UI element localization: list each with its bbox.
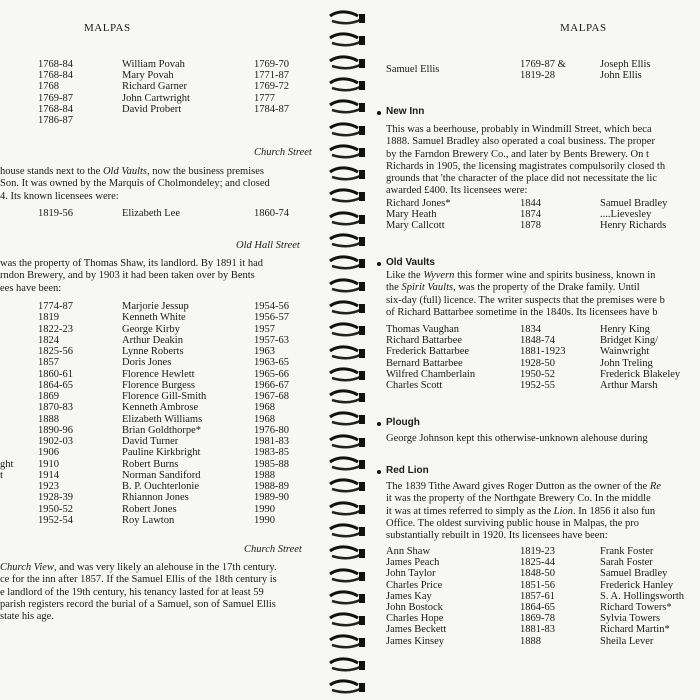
licensee-name: John Bostock [386,602,443,613]
licensee-name: Marjorie Jessup [122,301,189,312]
binding-coil-icon [328,454,370,476]
date-cell: 1968 [254,402,275,414]
date-cell: 1769-72 [254,81,289,93]
date-cell: 1874 [520,209,541,221]
licensee-name: Robert Burns [122,458,179,470]
licensee-name: Robert Jones [122,503,177,515]
licensee-name: Doris Jones [122,357,172,369]
licensee-name: John Cartwright [122,92,190,104]
date-cell: 1851-56 [520,579,555,591]
paragraph: Like the Wyvern this former wine and spirits business, known in the Spirit Vaults, was the property of the Drake family. Until six-day (full) licence. The writer suspects that the premises were b of Richard Battarbee sometime in the 1840s. Its licensees have b [386,270,665,318]
licensee-name: Florence Gill-Smith [122,391,207,402]
licensee-name: Charles Scott [386,380,443,391]
date-cell: 1848-50 [520,568,555,580]
date-cell: 1771-87 [254,70,289,82]
licensee-name: Frederick Battarbee [386,346,470,358]
binding-coil-icon [328,97,370,119]
date-cell: 1774-87 [38,301,73,312]
bullet-icon [377,111,381,115]
date-cell: 1957-63 [254,334,289,346]
date-cell: 1769-70 [254,59,289,70]
binding-coil-icon [328,142,370,164]
right-page [370,0,700,700]
licensee-name: Arthur Marsh [600,380,658,391]
licensee-name: Frederick Hanley [600,579,674,591]
date-cell: 1990 [254,503,275,515]
date-cell: 1928-50 [520,357,555,369]
date-cell: 1963 [254,346,275,357]
binding-coil-icon [328,186,370,208]
date-cell: 1819-28 [520,70,555,81]
date-cell: 1957 [254,323,275,335]
section-title-new-inn: New Inn [386,106,425,117]
licensee-name: Florence Hewlett [122,368,195,380]
row-prefix: t [0,469,3,481]
date-cell: 1914 [38,469,59,481]
licensee-name: Wilfred Chamberlain [386,368,476,380]
paragraph: George Johnson kept this otherwise-unknown alehouse during [386,433,648,444]
licensee-name: James Peach [386,557,440,569]
binding-coil-icon [328,432,370,454]
binding-coil-icon [328,298,370,320]
binding-coil-icon [328,499,370,521]
left-page [0,0,325,700]
date-cell: 1822-23 [38,323,73,335]
binding-coil-icon [328,343,370,365]
paragraph: This was a beerhouse, probably in Windmill Street, which beca 1888. Samuel Bradley also operated a coal business. The proper by the Farndon Brewery Co., and later by Bents Brewery. On t Richards in 1905, the licensing magistrates compulsorily closed th grounds that 'the character of the place did not necessitate the lic awarded £400. Its licensees were: [386,124,666,197]
binding-coil-icon [328,632,370,654]
binding-coil-icon [328,409,370,431]
date-cell: 1869 [38,391,59,402]
licensee-name: George Kirby [122,323,180,335]
licensee-name: Mary Povah [122,70,174,82]
licensee-name: Richard Jones* [386,198,451,209]
date-cell: 1825-56 [38,346,73,357]
licensee-name: Elizabeth Lee [122,208,181,219]
date-cell: 1784-87 [254,103,289,115]
licensee-name: Kenneth White [122,312,186,324]
binding-coil-icon [328,655,370,677]
date-cell: 1910 [38,458,59,470]
binding-coil-icon [328,8,370,30]
licensee-name: Rhiannon Jones [122,492,189,504]
date-cell: 1950-52 [38,503,73,515]
date-cell: 1848-74 [520,335,555,347]
binding-coil-icon [328,231,370,253]
licensee-name: Richard Battarbee [386,335,463,347]
bullet-icon [377,262,381,266]
binding-coil-icon [328,320,370,342]
binding-coil-icon [328,588,370,610]
date-cell: 1890-96 [38,424,73,436]
binding-coil-icon [328,276,370,298]
date-cell: 1860-61 [38,368,73,380]
date-cell: 1923 [38,481,59,492]
licensee-name: William Povah [122,59,185,70]
licensee-name: Kenneth Ambrose [122,402,199,414]
licensee-name: Florence Burgess [122,379,196,391]
licensee-name: James Kay [386,590,432,602]
date-cell: 1786-87 [38,115,73,126]
binding-coil-icon [328,387,370,409]
licensee-name: Sarah Foster [600,557,653,569]
licensee-name: Joseph Ellis [600,59,651,70]
licensee-name: Lynne Roberts [122,346,184,357]
date-cell: 1777 [254,92,275,104]
date-cell: 1819-23 [520,546,555,557]
date-cell: 1819 [38,312,59,324]
date-cell: 1870-83 [38,402,73,414]
street-label: Old Hall Street [236,240,300,251]
date-cell: 1888 [520,635,541,647]
date-cell: 1902-03 [38,436,73,447]
date-cell: 1928-39 [38,492,73,504]
licensee-name: Samuel Bradley [600,568,668,580]
date-cell: 1819-56 [38,208,73,219]
licensee-name: Elizabeth Williams [122,413,203,425]
licensee-name: John Taylor [386,568,436,580]
date-cell: 1825-44 [520,557,555,569]
licensee-name: Pauline Kirkbright [122,447,201,459]
licensee-name: Thomas Vaughan [386,324,460,335]
licensee-name: Charles Hope [386,613,444,625]
date-cell: 1988-89 [254,481,289,492]
date-cell: 1768-84 [38,59,73,70]
licensee-name: ....Lievesley [600,209,652,221]
licensee-name: Richard Towers* [600,602,672,613]
date-cell: 1956-57 [254,312,289,324]
date-cell: 1966-67 [254,379,289,391]
date-cell: 1834 [520,324,541,335]
binding-coil-icon [328,677,370,699]
licensee-name: Frederick Blakeley [600,368,681,380]
paragraph: The 1839 Tithe Award gives Roger Dutton as the owner of the Re it was the property of the Northgate Brewery Co. In the middle it was at times referred to simply as the Lion. In 1856 it also fun Office. The oldest surviving public house in Malpas, the pro substantially rebuilt in 1920. Its licensees have been: [386,481,661,542]
licensee-name: Roy Lawton [122,514,175,526]
page-header: MALPAS [560,22,607,34]
date-cell: 1768-84 [38,70,73,82]
licensee-name: B. P. Ouchterlonie [122,481,199,492]
bullet-icon [377,470,381,474]
licensee-name: Henry Richards [600,220,667,232]
licensee-name: Samuel Bradley [600,198,668,209]
paragraph: house stands next to the Old Vaults, now the business premises Son. It was owned by the Marquis of Cholmondeley; and closed 4. Its known licensees were: [0,166,270,202]
spiral-binding [328,0,370,700]
binding-coil-icon [328,209,370,231]
date-cell: 1976-80 [254,424,289,436]
licensee-name: James Beckett [386,624,447,636]
licensee-name: Henry King [600,324,650,335]
licensee-name: Bernard Battarbee [386,357,463,369]
date-cell: 1769-87 & [520,59,566,70]
licensee-name: Sylvia Towers [600,613,661,625]
date-cell: 1844 [520,198,541,209]
licensee-name: Samuel Ellis [386,64,440,75]
binding-coil-icon [328,164,370,186]
date-cell: 1906 [38,447,59,459]
date-cell: 1981-83 [254,436,289,447]
binding-coil-icon [328,365,370,387]
date-cell: 1968 [254,413,275,425]
licensee-name: Frank Foster [600,546,654,557]
licensee-name: John Treling [600,357,653,369]
street-label: Church Street [254,147,312,158]
binding-coil-icon [328,120,370,142]
paragraph: Church View, and was very likely an alehouse in the 17th century. ce for the inn after 1857. If the Samuel Ellis of the 18th century is e landlord of the 19th century, his tenancy lasted for at least 59 parish registers record the burial of a Samuel, son of Samuel Ellis state his age. [0,562,277,623]
licensee-name: Ann Shaw [386,546,431,557]
date-cell: 1983-85 [254,447,289,459]
binding-coil-icon [328,521,370,543]
licensee-name: Sheila Lever [600,635,654,647]
licensee-name: James Kinsey [386,635,445,647]
licensee-name: Brian Goldthorpe* [122,424,202,436]
licensee-name: Wainwright [600,346,650,358]
binding-coil-icon [328,75,370,97]
date-cell: 1952-55 [520,380,555,391]
licensee-name: John Ellis [600,70,642,81]
date-cell: 1989-90 [254,492,289,504]
binding-coil-icon [328,53,370,75]
licensee-name: Richard Martin* [600,624,670,636]
section-title-old-vaults: Old Vaults [386,257,435,268]
section-title-red-lion: Red Lion [386,465,429,476]
date-cell: 1857-61 [520,590,555,602]
licensee-name: S. A. Hollingsworth [600,590,685,602]
date-cell: 1954-56 [254,301,289,312]
date-cell: 1869-78 [520,613,555,625]
date-cell: 1768 [38,81,59,93]
binding-coil-icon [328,30,370,52]
bullet-icon [377,422,381,426]
date-cell: 1967-68 [254,391,289,402]
date-cell: 1952-54 [38,514,73,526]
binding-coil-icon [328,253,370,275]
date-cell: 1990 [254,514,275,526]
licensee-name: Mary Heath [386,209,437,221]
licensee-name: Richard Garner [122,81,188,93]
date-cell: 1888 [38,413,59,425]
paragraph: was the property of Thomas Shaw, its landlord. By 1891 it had rndon Brewery, and by 1903 it had been taken over by Bents ees have been: [0,258,264,294]
date-cell: 1824 [38,334,59,346]
date-cell: 1864-65 [38,379,73,391]
section-title-plough: Plough [386,417,420,428]
date-cell: 1963-65 [254,357,289,369]
date-cell: 1864-65 [520,602,555,613]
date-cell: 1988 [254,469,275,481]
licensee-name: David Probert [122,103,182,115]
date-cell: 1860-74 [254,208,289,219]
date-cell: 1950-52 [520,368,555,380]
date-cell: 1878 [520,220,541,232]
binding-coil-icon [328,566,370,588]
binding-coil-icon [328,543,370,565]
row-prefix: ght [0,458,14,470]
date-cell: 1881-83 [520,624,555,636]
date-cell: 1965-66 [254,368,289,380]
licensee-name: Arthur Deakin [122,334,183,346]
page-header: MALPAS [84,22,131,34]
licensee-name: David Turner [122,436,179,447]
licensee-name: Charles Price [386,579,443,591]
binding-coil-icon [328,476,370,498]
date-cell: 1769-87 [38,92,73,104]
licensee-name: Norman Sandiford [122,469,201,481]
licensee-name: Mary Callcott [386,220,445,232]
date-cell: 1985-88 [254,458,289,470]
licensee-name: Bridget King/ [600,335,659,347]
date-cell: 1857 [38,357,59,369]
street-label: Church Street [244,544,302,555]
date-cell: 1768-84 [38,103,73,115]
date-cell: 1881-1923 [520,346,566,358]
binding-coil-icon [328,610,370,632]
